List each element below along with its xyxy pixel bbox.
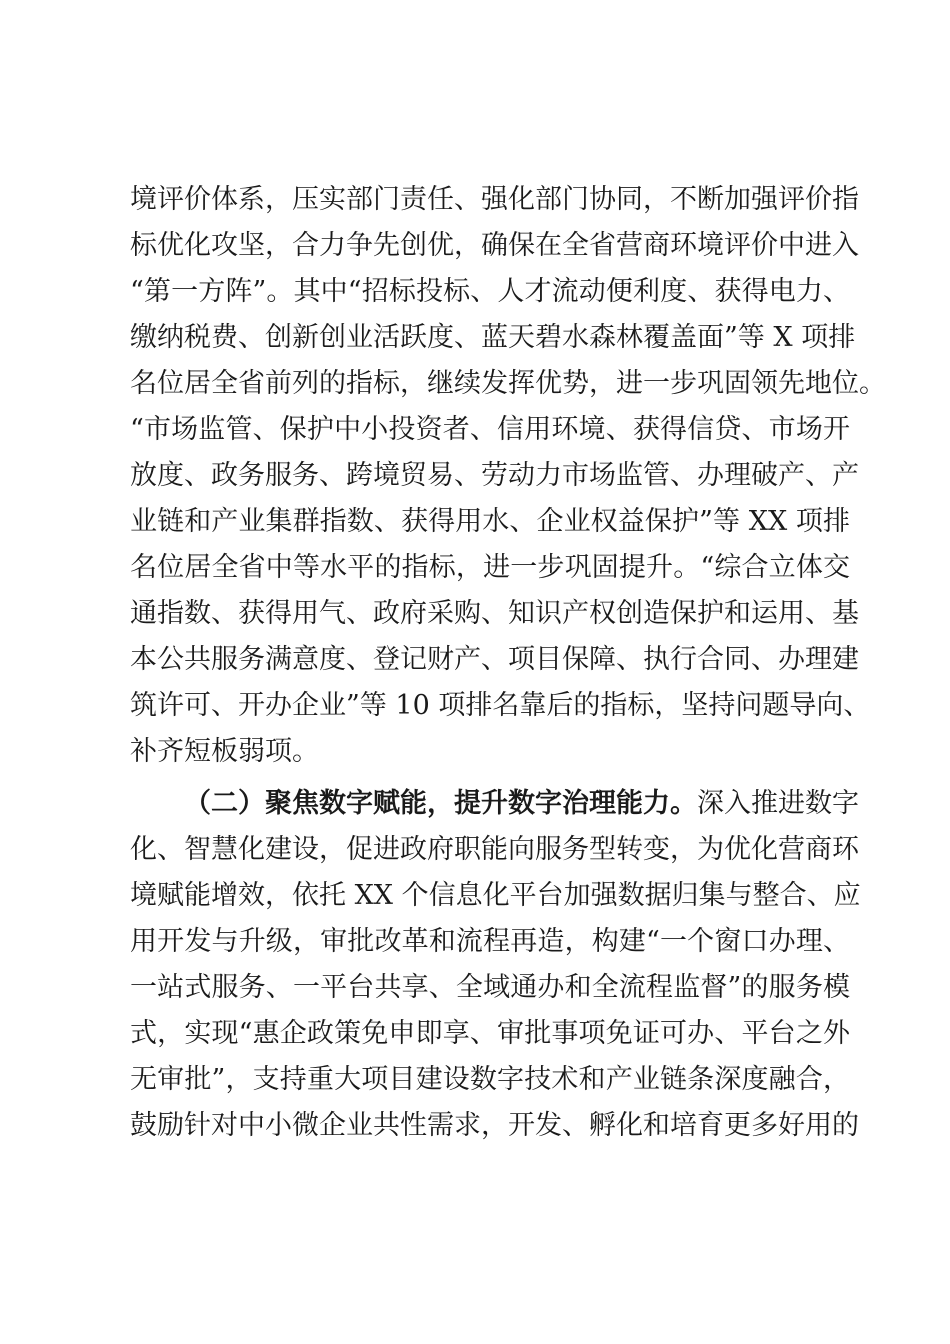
paragraph-1-line-4: 缴纳税费、创新创业活跃度、蓝天碧水森林覆盖面”等 X 项排 [130, 322, 856, 353]
paragraph-1-line-10: 通指数、获得用气、政府采购、知识产权创造保护和运用、基 [130, 598, 859, 629]
paragraph-2-line-7: 无审批”，支持重大项目建设数字技术和产业链条深度融合， [130, 1064, 850, 1095]
paragraph-1-line-1: 境评价体系，压实部门责任、强化部门协同，不断加强评价指 [130, 184, 859, 215]
paragraph-1-line-3: “第一方阵”。其中“招标投标、人才流动便利度、获得电力、 [130, 276, 850, 307]
paragraph-2-first-line [184, 780, 859, 828]
paragraph-1-line-5: 名位居全省前列的指标，继续发挥优势，进一步巩固领先地位。 [130, 368, 886, 399]
paragraph-1-line-7: 放度、政务服务、跨境贸易、劳动力市场监管、办理破产、产 [130, 460, 859, 491]
paragraph-1-line-11: 本公共服务满意度、登记财产、项目保障、执行合同、办理建 [130, 644, 859, 675]
paragraph-2-line-3: 境赋能增效，依托 XX 个信息化平台加强数据归集与整合、应 [130, 880, 861, 911]
section-heading: （二）聚焦数字赋能，提升数字治理能力。 [184, 788, 697, 819]
paragraph-2-line-4: 用开发与升级，审批改革和流程再造，构建“一个窗口办理、 [130, 926, 850, 957]
paragraph-1-line-9: 名位居全省中等水平的指标，进一步巩固提升。“综合立体交 [130, 552, 850, 583]
paragraph-2-line-8: 鼓励针对中小微企业共性需求，开发、孵化和培育更多好用的 [130, 1110, 859, 1141]
paragraph-2-line-2: 化、智慧化建设，促进政府职能向服务型转变，为优化营商环 [130, 834, 859, 865]
paragraph-1-line-2: 标优化攻坚，合力争先创优，确保在全省营商环境评价中进入 [130, 230, 859, 261]
paragraph-1-line-13: 补齐短板弱项。 [130, 736, 319, 767]
paragraph-2-line-6: 式，实现“惠企政策免申即享、审批事项免证可办、平台之外 [130, 1018, 850, 1049]
paragraph-2-first-line-rest: 深入推进数字 [697, 788, 859, 819]
paragraph-1-line-6: “市场监管、保护中小投资者、信用环境、获得信贷、市场开 [130, 414, 850, 445]
paragraph-1-line-12: 筑许可、开办企业”等 10 项排名靠后的指标，坚持问题导向、 [130, 690, 871, 721]
paragraph-2-line-5: 一站式服务、一平台共享、全域通办和全流程监督”的服务模 [130, 972, 850, 1003]
paragraph-1-line-8: 业链和产业集群指数、获得用水、企业权益保护”等 XX 项排 [130, 506, 850, 537]
